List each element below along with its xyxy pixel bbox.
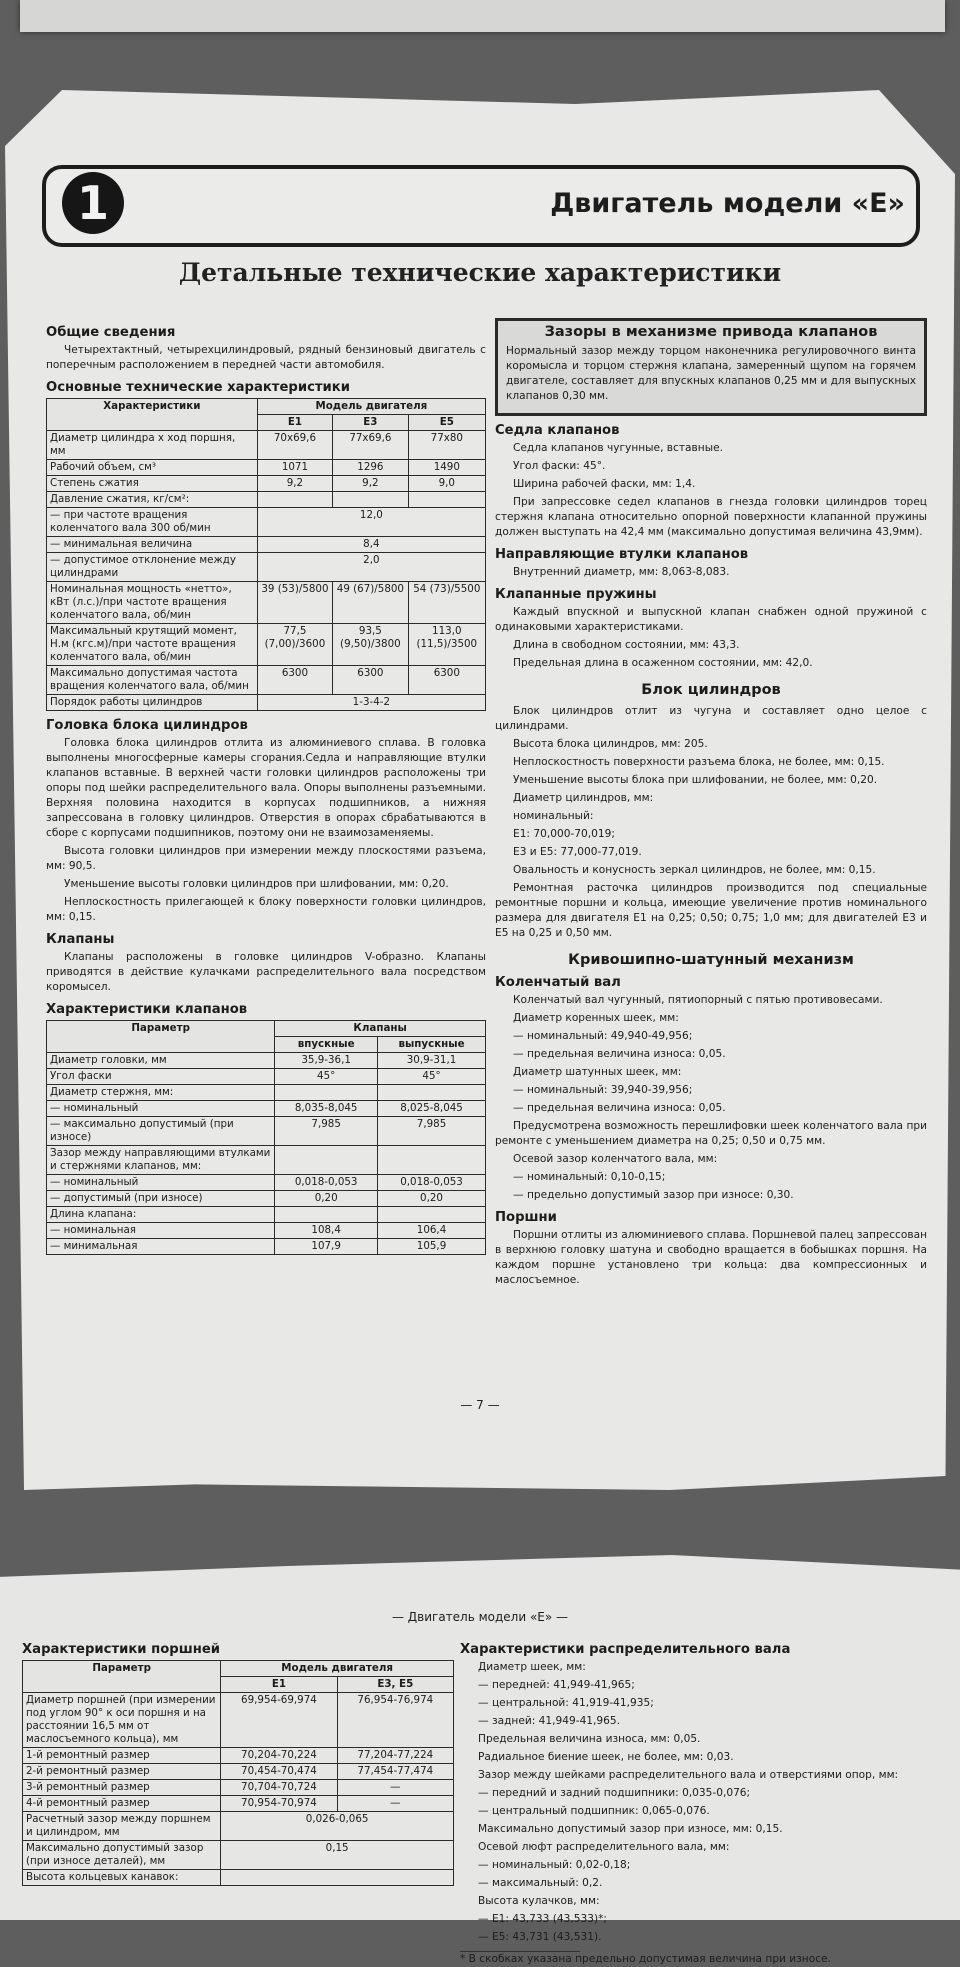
- block-text-8: E3 и E5: 77,000-77,019.: [513, 846, 642, 858]
- spec-value: [257, 492, 332, 508]
- block-text-10: Ремонтная расточка цилиндров производится под специальные ремонтные поршни и кольца, имеющие увеличение против номинального размера для двигателя E1 на 0,25; 0,50; 0,75; 1,0 мм; для двигателей E3 и E5 на 0,25 и 0,50 мм.: [495, 882, 927, 939]
- table-row: [23, 1764, 454, 1780]
- valve-in-value: 0,018-0,053: [275, 1175, 378, 1191]
- springs-text-2: Длина в свободном состоянии, мм: 43,3.: [513, 639, 740, 651]
- table-row: [47, 508, 486, 537]
- table-row: [47, 553, 486, 582]
- piston-param-name: 4-й ремонтный размер: [23, 1796, 221, 1812]
- crank-text-2: Диаметр коренных шеек, мм:: [513, 1012, 679, 1024]
- spec-value: 2,0: [257, 553, 485, 582]
- valves-text: Клапаны расположены в головке цилиндров V-образно. Клапаны приводятся в действие кулачками распределительного вала посредством коромысел.: [46, 951, 486, 993]
- valve-col-out: выпускные: [378, 1037, 486, 1053]
- block-text-2: Высота блока цилиндров, мм: 205.: [513, 738, 708, 750]
- table-row: [23, 1748, 454, 1764]
- valve-out-value: 30,9-31,1: [378, 1053, 486, 1069]
- valve-col-valves: Клапаны: [275, 1021, 486, 1037]
- table-row: [47, 695, 486, 711]
- valve-col-param: Параметр: [47, 1021, 275, 1053]
- spec-value: [408, 492, 485, 508]
- valve-in-value: 7,985: [275, 1117, 378, 1146]
- table-row: [23, 1841, 454, 1870]
- spec-value: 113,0 (11,5)/3500: [408, 624, 485, 666]
- valve-out-value: 0,20: [378, 1191, 486, 1207]
- valve-param-name: — номинальный: [47, 1101, 275, 1117]
- piston-param-name: Расчетный зазор между поршнем и цилиндром, мм: [23, 1812, 221, 1841]
- valve-in-value: 45°: [275, 1069, 378, 1085]
- crank-text-3: — номинальный: 49,940-49,956;: [513, 1030, 693, 1042]
- col-header-model: Модель двигателя: [257, 399, 485, 415]
- valve-param-name: Диаметр стержня, мм:: [47, 1085, 275, 1101]
- valve-out-value: [378, 1146, 486, 1175]
- head-text-2: Высота головки цилиндров при измерении между плоскостями разъема, мм: 90,5.: [46, 845, 486, 872]
- valve-out-value: 106,4: [378, 1223, 486, 1239]
- valve-specs-heading: Характеристики клапанов: [46, 1002, 248, 1017]
- camshaft-line: Зазор между шейками распределительного вала и отверстиями опор, мм:: [478, 1769, 899, 1781]
- spec-name: Номинальная мощность «нетто», кВт (л.с.)/при частоте вращения коленчатого вала, об/мин: [47, 582, 258, 624]
- table-row: [47, 624, 486, 666]
- spec-value: 77x69,6: [333, 431, 408, 460]
- camshaft-heading: Характеристики распределительного вала: [460, 1642, 791, 1657]
- seats-line-2: Угол фаски: 45°.: [513, 460, 606, 472]
- spec-value: 39 (53)/5800: [257, 582, 332, 624]
- piston-param-name: Высота кольцевых канавок:: [23, 1870, 221, 1886]
- valve-param-name: Диаметр головки, мм: [47, 1053, 275, 1069]
- piston-value: 0,15: [221, 1841, 454, 1870]
- block-text-7: E1: 70,000-70,019;: [513, 828, 615, 840]
- table-row: [47, 582, 486, 624]
- table-row: [47, 1053, 486, 1069]
- table-row: [23, 1693, 454, 1748]
- camshaft-line: — E1: 43,733 (43,533)*;: [478, 1913, 607, 1925]
- valve-in-value: [275, 1085, 378, 1101]
- spec-name: Максимальный крутящий момент, Н.м (кгс.м)/при частоте вращения коленчатого вала, об/мин: [47, 624, 258, 666]
- valve-in-value: 35,9-36,1: [275, 1053, 378, 1069]
- camshaft-line: — максимальный: 0,2.: [478, 1877, 603, 1889]
- camshaft-line: — центральный подшипник: 0,065-0,076.: [478, 1805, 710, 1817]
- piston-param-name: Диаметр поршней (при измерении под углом 90° к оси поршня и на расстоянии 16,5 мм от маслосъемного кольца), мм: [23, 1693, 221, 1748]
- camshaft-line: Максимально допустимый зазор при износе, мм: 0,15.: [478, 1823, 783, 1835]
- table-row: [47, 1223, 486, 1239]
- piston-specs-table: [22, 1660, 454, 1886]
- valve-out-value: 105,9: [378, 1239, 486, 1255]
- piston-specs-heading: Характеристики поршней: [22, 1642, 221, 1657]
- spec-value: 93,5 (9,50)/3800: [333, 624, 408, 666]
- valve-out-value: [378, 1085, 486, 1101]
- spec-name: Диаметр цилиндра х ход поршня, мм: [47, 431, 258, 460]
- crank-text-11: — предельно допустимый зазор при износе: 0,30.: [513, 1189, 794, 1201]
- spec-value: 49 (67)/5800: [333, 582, 408, 624]
- table-row: [47, 1207, 486, 1223]
- seats-line-3: Ширина рабочей фаски, мм: 1,4.: [513, 478, 696, 490]
- valve-param-name: Угол фаски: [47, 1069, 275, 1085]
- valve-param-name: — номинальный: [47, 1175, 275, 1191]
- spec-value: 9,0: [408, 476, 485, 492]
- crank-text-9: Осевой зазор коленчатого вала, мм:: [513, 1153, 718, 1165]
- col-header-param: Характеристики: [47, 399, 258, 431]
- spec-value: 9,2: [333, 476, 408, 492]
- table-row: [23, 1812, 454, 1841]
- piston-e35-value: 77,204-77,224: [337, 1748, 453, 1764]
- valve-out-value: 7,985: [378, 1117, 486, 1146]
- seats-text: При запрессовке седел клапанов в гнезда головки цилиндров торец стержня клапана относительно опорной поверхности клапанной пружины должен выступать на 42,4 мм (максимально допустимая величина 43,9мм).: [495, 496, 927, 538]
- valve-gap-heading: Зазоры в механизме привода клапанов: [544, 324, 878, 340]
- block-text-9: Овальность и конусность зеркал цилиндров, не более, мм: 0,15.: [513, 864, 876, 876]
- piston-e35-value: 77,454-77,474: [337, 1764, 453, 1780]
- valve-col-in: впускные: [275, 1037, 378, 1053]
- spec-name: Степень сжатия: [47, 476, 258, 492]
- valve-in-value: 0,20: [275, 1191, 378, 1207]
- piston-col-model: Модель двигателя: [221, 1661, 454, 1677]
- table-row: [47, 1191, 486, 1207]
- table-row: [23, 1796, 454, 1812]
- valves-heading: Клапаны: [46, 932, 115, 947]
- piston-col-param: Параметр: [23, 1661, 221, 1693]
- camshaft-lines: [460, 1660, 915, 1945]
- valve-out-value: 8,025-8,045: [378, 1101, 486, 1117]
- piston-param-name: 1-й ремонтный размер: [23, 1748, 221, 1764]
- spec-name: Рабочий объем, см³: [47, 460, 258, 476]
- spec-name: Порядок работы цилиндров: [47, 695, 258, 711]
- piston-e1-value: 70,204-70,224: [221, 1748, 337, 1764]
- table-row: [23, 1870, 454, 1886]
- valve-param-name: — минимальная: [47, 1239, 275, 1255]
- head-text-1: Головка блока цилиндров отлита из алюминиевого сплава. В головка выполнены многосферные камеры сгорания.Седла и направляющие втулки клапанов вставные. В верхней части головки цилиндров расположены три опоры под шейки распределительного вала. Опоры выполнены разъемными. Верхняя половина находится в корпусах подшипников, а нижняя запрессована в головку цилиндров. Отверстия в опорах сбрабатываются в сборе с корпусами подшипников, поэтому они не взаимозаменяемы.: [46, 737, 486, 839]
- spec-name: — допустимое отклонение между цилиндрами: [47, 553, 258, 582]
- spec-name: — при частоте вращения коленчатого вала 300 об/мин: [47, 508, 258, 537]
- valve-param-name: Длина клапана:: [47, 1207, 275, 1223]
- bottom-left-column: [22, 1635, 454, 1886]
- camshaft-line: — E5: 43,731 (43,531).: [478, 1931, 602, 1943]
- block-text-4: Уменьшение высоты блока при шлифовании, не более, мм: 0,20.: [513, 774, 878, 786]
- piston-param-name: Максимально допустимый зазор (при износе деталей), мм: [23, 1841, 221, 1870]
- valve-out-value: 0,018-0,053: [378, 1175, 486, 1191]
- valve-gap-text: Нормальный зазор между торцом наконечника регулировочного винта коромысла и торцом стержня клапана, замеренный щупом на горячем двигателе, составляет для впускных клапанов 0,25 мм и для выпускных клапанов 0,30 мм.: [506, 345, 916, 402]
- table-row: [47, 1117, 486, 1146]
- piston-value: [221, 1870, 454, 1886]
- spec-value: 70x69,6: [257, 431, 332, 460]
- spec-name: Давление сжатия, кг/см²:: [47, 492, 258, 508]
- basic-specs-table: [46, 398, 486, 711]
- pistons-heading: Поршни: [495, 1210, 557, 1225]
- crank-text-8: Предусмотрена возможность перешлифовки шеек коленчатого вала при ремонте с уменьшением диаметра на 0,25; 0,50 и 0,75 мм.: [495, 1120, 927, 1147]
- block-text-1: Блок цилиндров отлит из чугуна и составляет одно целое с цилиндрами.: [495, 705, 927, 732]
- valve-param-name: — номинальная: [47, 1223, 275, 1239]
- table-row: [47, 666, 486, 695]
- head-heading: Головка блока цилиндров: [46, 718, 248, 733]
- spec-name: Максимально допустимая частота вращения коленчатого вала, об/мин: [47, 666, 258, 695]
- valve-in-value: [275, 1146, 378, 1175]
- seats-heading: Седла клапанов: [495, 423, 620, 438]
- top-page-fragment: [20, 0, 945, 32]
- page-title: Детальные технические характеристики: [178, 258, 782, 287]
- crank-text-1: Коленчатый вал чугунный, пятиопорный с пятью противовесами.: [513, 994, 883, 1006]
- col-header-e3: E3: [333, 415, 408, 431]
- camshaft-line: Осевой люфт распределительного вала, мм:: [478, 1841, 730, 1853]
- table-row: [47, 1101, 486, 1117]
- spec-value: [333, 492, 408, 508]
- block-text-5: Диаметр цилиндров, мм:: [513, 792, 654, 804]
- springs-text-1: Каждый впускной и выпускной клапан снабжен одной пружиной с одинаковыми характеристиками.: [495, 606, 927, 633]
- table-row: [47, 431, 486, 460]
- valve-out-value: 45°: [378, 1069, 486, 1085]
- camshaft-line: Радиальное биение шеек, не более, мм: 0,03.: [478, 1751, 734, 1763]
- crankshaft-heading: Коленчатый вал: [495, 975, 621, 990]
- table-row: [47, 1239, 486, 1255]
- pistons-text: Поршни отлиты из алюминиевого сплава. Поршневой палец запрессован в верхнюю головку шатуна и свободно вращается в бобышках поршня. На каждом поршне установлено три кольца: два компрессионных и маслосъемное.: [495, 1229, 927, 1286]
- running-head: — Двигатель модели «Е» —: [391, 1610, 569, 1624]
- block-text-6: номинальный:: [513, 810, 594, 822]
- valve-in-value: [275, 1207, 378, 1223]
- piston-e1-value: 70,454-70,474: [221, 1764, 337, 1780]
- spec-value: 6300: [333, 666, 408, 695]
- table-row: [47, 537, 486, 553]
- spec-value: 12,0: [257, 508, 485, 537]
- general-heading: Общие сведения: [46, 325, 176, 340]
- valve-specs-table: [46, 1020, 486, 1255]
- head-text-3: Уменьшение высоты головки цилиндров при шлифовании, мм: 0,20.: [64, 878, 449, 890]
- head-text-4: Неплоскостность прилегающей к блоку поверхности головки цилиндров, мм: 0,15.: [46, 896, 486, 923]
- camshaft-line: Предельная величина износа, мм: 0,05.: [478, 1733, 701, 1745]
- col-header-e1: E1: [257, 415, 332, 431]
- block-text-3: Неплоскостность поверхности разъема блока, не более, мм: 0,15.: [513, 756, 885, 768]
- camshaft-line: — передней: 41,949-41,965;: [478, 1679, 635, 1691]
- block-heading: Блок цилиндров: [641, 682, 781, 698]
- table-row: [47, 1085, 486, 1101]
- spec-value: 1-3-4-2: [257, 695, 485, 711]
- valve-in-value: 108,4: [275, 1223, 378, 1239]
- general-text: Четырехтактный, четырехцилиндровый, рядный бензиновый двигатель с поперечным расположением в передней части автомобиля.: [46, 344, 486, 371]
- seats-line-1: Седла клапанов чугунные, вставные.: [513, 442, 723, 454]
- camshaft-line: Диаметр шеек, мм:: [478, 1661, 586, 1673]
- table-row: [47, 460, 486, 476]
- spec-value: 54 (73)/5500: [408, 582, 485, 624]
- table-row: [23, 1780, 454, 1796]
- chapter-number: 1: [62, 172, 124, 234]
- crank-text-5: Диаметр шатунных шеек, мм:: [513, 1066, 682, 1078]
- col-header-e5: E5: [408, 415, 485, 431]
- valve-param-name: — максимально допустимый (при износе): [47, 1117, 275, 1146]
- camshaft-line: — центральной: 41,919-41,935;: [478, 1697, 654, 1709]
- table-row: [47, 476, 486, 492]
- crank-text-6: — номинальный: 39,940-39,956;: [513, 1084, 693, 1096]
- table-row: [47, 1146, 486, 1175]
- valve-in-value: 8,035-8,045: [275, 1101, 378, 1117]
- valve-param-name: Зазор между направляющими втулками и стержнями клапанов, мм:: [47, 1146, 275, 1175]
- spec-value: 6300: [257, 666, 332, 695]
- spec-value: 1296: [333, 460, 408, 476]
- piston-e1-value: 70,954-70,974: [221, 1796, 337, 1812]
- valve-out-value: [378, 1207, 486, 1223]
- piston-e35-value: 76,954-76,974: [337, 1693, 453, 1748]
- camshaft-line: — задней: 41,949-41,965.: [478, 1715, 621, 1727]
- camshaft-line: — передний и задний подшипники: 0,035-0,076;: [478, 1787, 751, 1799]
- spec-name: — минимальная величина: [47, 537, 258, 553]
- guides-heading: Направляющие втулки клапанов: [495, 547, 749, 562]
- chapter-title: Двигатель модели «Е»: [550, 188, 905, 219]
- piston-param-name: 2-й ремонтный размер: [23, 1764, 221, 1780]
- right-column: [495, 318, 927, 1291]
- valve-param-name: — допустимый (при износе): [47, 1191, 275, 1207]
- camshaft-line: Высота кулачков, мм:: [478, 1895, 600, 1907]
- spec-value: 9,2: [257, 476, 332, 492]
- springs-heading: Клапанные пружины: [495, 587, 657, 602]
- spec-value: 1071: [257, 460, 332, 476]
- valve-in-value: 107,9: [275, 1239, 378, 1255]
- piston-col-e35: E3, E5: [337, 1677, 453, 1693]
- piston-e1-value: 70,704-70,724: [221, 1780, 337, 1796]
- guides-text: Внутренний диаметр, мм: 8,063-8,083.: [513, 566, 730, 578]
- crank-text-7: — предельная величина износа: 0,05.: [513, 1102, 726, 1114]
- spec-value: 6300: [408, 666, 485, 695]
- valve-gap-box: [495, 318, 927, 416]
- table-row: [47, 1175, 486, 1191]
- piston-value: 0,026-0,065: [221, 1812, 454, 1841]
- spec-value: 1490: [408, 460, 485, 476]
- page-number: — 7 —: [460, 1398, 500, 1412]
- table-row: [47, 492, 486, 508]
- camshaft-footnote: * В скобках указана предельно допустимая величина при износе.: [460, 1953, 831, 1965]
- piston-col-e1: E1: [221, 1677, 337, 1693]
- camshaft-line: — номинальный: 0,02-0,18;: [478, 1859, 631, 1871]
- piston-e1-value: 69,954-69,974: [221, 1693, 337, 1748]
- spec-value: 8,4: [257, 537, 485, 553]
- piston-param-name: 3-й ремонтный размер: [23, 1780, 221, 1796]
- left-column: [46, 318, 486, 1255]
- springs-text-3: Предельная длина в осаженном состоянии, мм: 42,0.: [513, 657, 813, 669]
- spec-value: 77x80: [408, 431, 485, 460]
- crank-text-10: — номинальный: 0,10-0,15;: [513, 1171, 666, 1183]
- basic-specs-heading: Основные технические характеристики: [46, 380, 350, 395]
- crank-text-4: — предельная величина износа: 0,05.: [513, 1048, 726, 1060]
- table-row: [47, 1069, 486, 1085]
- piston-e35-value: —: [337, 1796, 453, 1812]
- bottom-right-column: [460, 1635, 915, 1967]
- piston-e35-value: —: [337, 1780, 453, 1796]
- spec-value: 77,5 (7,00)/3600: [257, 624, 332, 666]
- crank-heading: Кривошипно-шатунный механизм: [568, 952, 854, 968]
